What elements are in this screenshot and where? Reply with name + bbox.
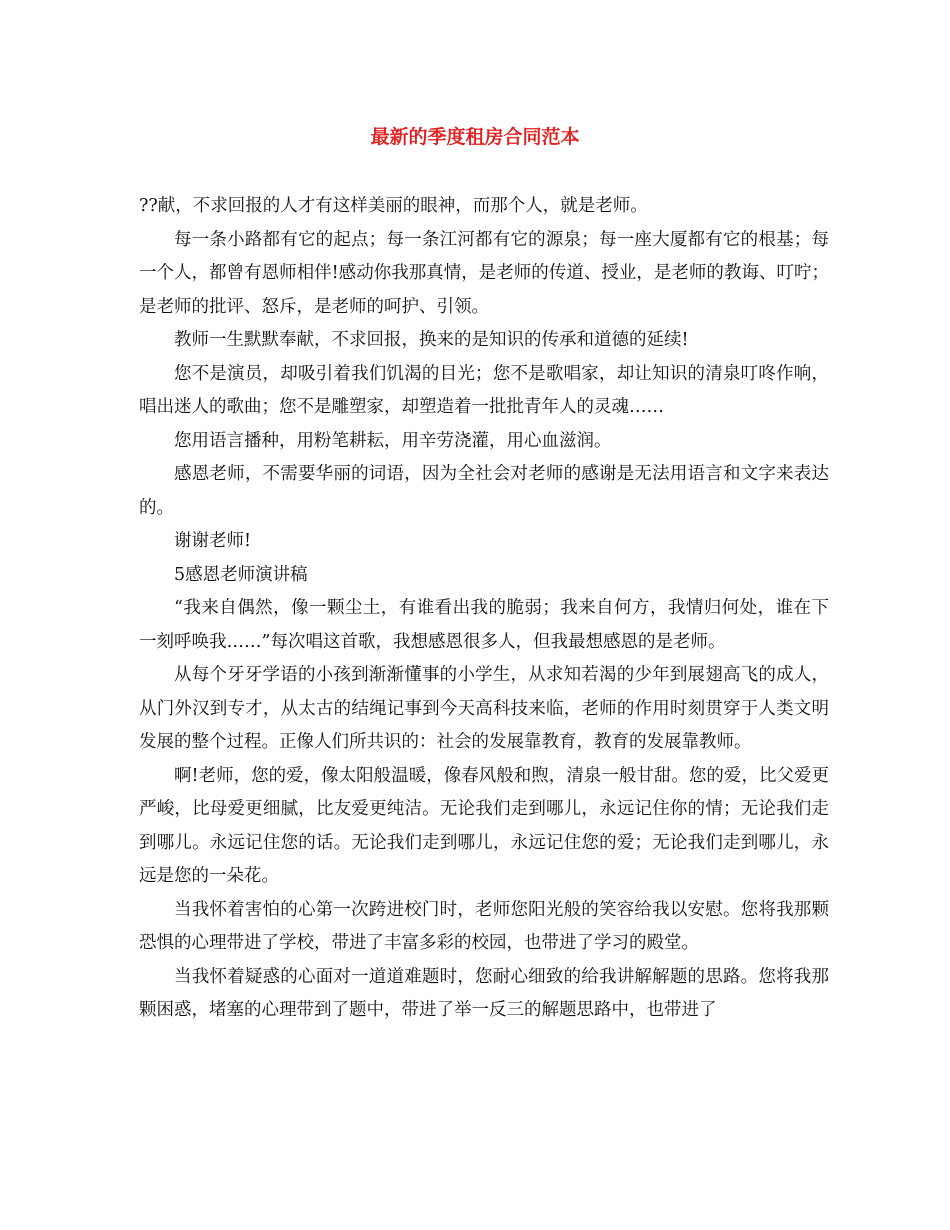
paragraph: 每一条小路都有它的起点；每一条江河都有它的源泉；每一座大厦都有它的根基；每一个人，都曾有恩师相伴!感动你我那真情，是老师的传道、授业，是老师的教诲、叮咛；是老师的批评、怒斥，是老师的呵护、引领。	[139, 229, 829, 317]
section-heading: 5感恩老师演讲稿	[174, 564, 308, 585]
paragraph: 感恩老师，不需要华丽的词语，因为全社会对老师的感谢是无法用语言和文字来表达的。	[139, 464, 829, 518]
paragraph: 当我怀着害怕的心第一次跨进校门时，老师您阳光般的笑容给我以安慰。您将我那颗恐惧的心理带进了学校，带进了丰富多彩的校园，也带进了学习的殿堂。	[139, 899, 829, 953]
paragraph: 谢谢老师!	[174, 531, 252, 551]
paragraph: 从每个牙牙学语的小孩到渐渐懂事的小学生，从求知若渴的少年到展翅高飞的成人，从门外汉到专才，从太古的结绳记事到今天高科技来临，老师的作用时刻贯穿于人类文明发展的整个过程。正像人们所共识的：社会的发展靠教育，教育的发展靠教师。	[139, 665, 829, 752]
paragraph: 您不是演员，却吸引着我们饥渴的目光；您不是歌唱家，却让知识的清泉叮咚作响，唱出迷人的歌曲；您不是雕塑家，却塑造着一批批青年人的灵魂……	[139, 363, 829, 417]
document-body	[139, 190, 829, 1028]
paragraph: 您用语言播种，用粉笔耕耘，用辛劳浇灌，用心血滋润。	[174, 430, 612, 451]
paragraph: “我来自偶然，像一颗尘土，有谁看出我的脆弱；我来自何方，我情归何处，谁在下一刻呼唤我……”每次唱这首歌，我想感恩很多人，但我最想感恩的是老师。	[139, 598, 829, 652]
paragraph: 啊!老师，您的爱，像太阳般温暖，像春风般和煦，清泉一般甘甜。您的爱，比父爱更严峻，比母爱更细腻，比友爱更纯洁。无论我们走到哪儿，永远记住你的情；无论我们走到哪儿。永远记住您的话。无论我们走到哪儿，永远记住您的爱；无论我们走到哪儿，永远是您的一朵花。	[139, 765, 829, 886]
paragraph: 教师一生默默奉献，不求回报，换来的是知识的传承和道德的延续!	[174, 330, 689, 350]
paragraph: ??献，不求回报的人才有这样美丽的眼神，而那个人，就是老师。	[139, 196, 648, 216]
paragraph: 当我怀着疑惑的心面对一道道难题时，您耐心细致的给我讲解解题的思路。您将我那颗困惑，堵塞的心理带到了题中，带进了举一反三的解题思路中，也带进了	[139, 966, 829, 1020]
document-title: 最新的季度租房合同范本	[370, 126, 580, 148]
